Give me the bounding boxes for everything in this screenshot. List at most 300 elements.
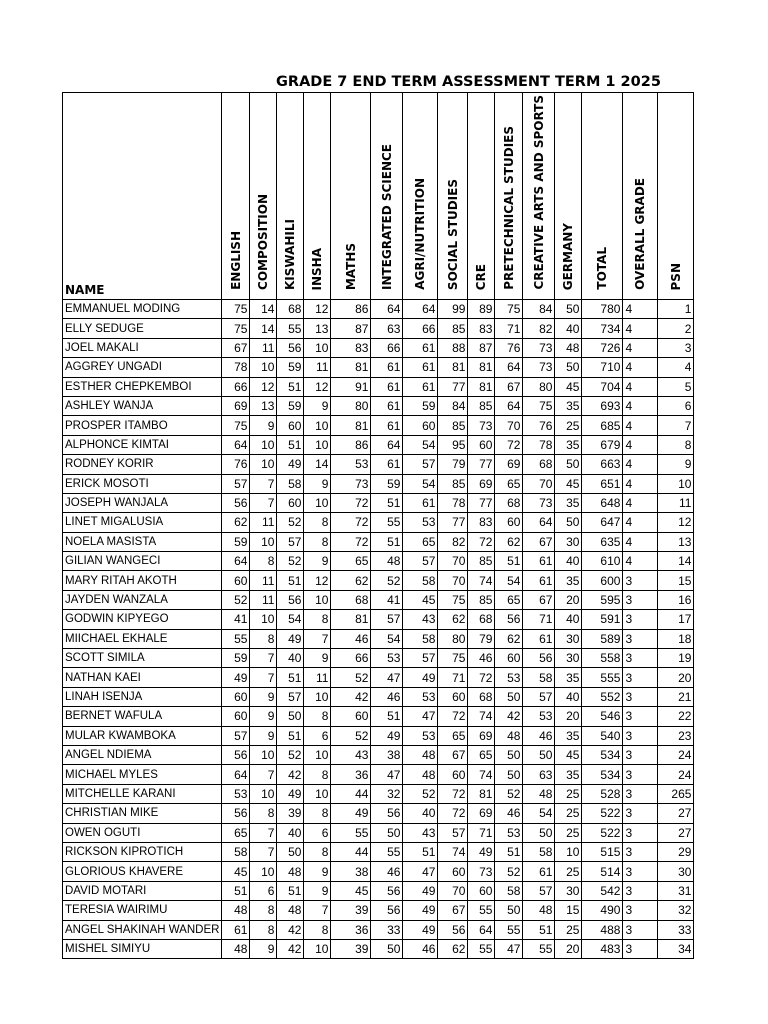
social-studies-score-cell: 81	[438, 358, 468, 377]
student-name-cell: MITCHELLE KARANI	[63, 784, 222, 803]
cre-score-cell: 60	[468, 435, 495, 454]
page-title: GRADE 7 END TERM ASSESSMENT TERM 1 2025	[276, 74, 661, 90]
cre-score-cell: 85	[468, 552, 495, 571]
agri-nutrition-score-cell: 53	[403, 726, 438, 745]
kiswahili-score-cell: 56	[277, 338, 304, 357]
overall-grade-cell: 4	[623, 513, 658, 532]
creative-arts-score-cell: 82	[523, 319, 555, 338]
creative-arts-score-cell: 56	[523, 649, 555, 668]
english-score-cell: 57	[222, 474, 250, 493]
position-cell: 16	[658, 590, 694, 609]
student-name-cell: DAVID MOTARI	[63, 881, 222, 900]
cre-score-cell: 85	[468, 396, 495, 415]
total-score-cell: 685	[582, 416, 623, 435]
overall-grade-cell: 3	[623, 590, 658, 609]
pretechnical-studies-score-cell: 46	[495, 804, 523, 823]
maths-score-cell: 44	[331, 842, 371, 861]
position-cell: 10	[658, 474, 694, 493]
table-row	[63, 358, 694, 377]
integrated-science-score-cell: 48	[371, 552, 403, 571]
social-studies-score-cell: 85	[438, 416, 468, 435]
english-score-cell: 62	[222, 513, 250, 532]
integrated-science-score-cell: 46	[371, 687, 403, 706]
overall-grade-cell: 3	[623, 881, 658, 900]
maths-score-cell: 86	[331, 300, 371, 319]
social-studies-score-cell: 82	[438, 532, 468, 551]
pretechnical-studies-score-cell: 51	[495, 552, 523, 571]
insha-score-cell: 12	[304, 300, 331, 319]
kiswahili-score-cell: 51	[277, 377, 304, 396]
agri-nutrition-score-cell: 57	[403, 649, 438, 668]
pretechnical-studies-score-cell: 76	[495, 338, 523, 357]
student-name-cell: MISHEL SIMIYU	[63, 939, 222, 958]
creative-arts-score-cell: 80	[523, 377, 555, 396]
kiswahili-score-cell: 40	[277, 649, 304, 668]
agri-nutrition-score-cell: 49	[403, 881, 438, 900]
creative-arts-score-cell: 53	[523, 707, 555, 726]
header-social-studies: SOCIAL STUDIES	[438, 93, 468, 300]
total-score-cell: 488	[582, 920, 623, 939]
germany-score-cell: 40	[555, 610, 582, 629]
cre-score-cell: 69	[468, 726, 495, 745]
position-cell: 8	[658, 435, 694, 454]
insha-score-cell: 12	[304, 377, 331, 396]
creative-arts-score-cell: 71	[523, 610, 555, 629]
header-creative-arts: CREATIVE ARTS AND SPORTS	[523, 93, 555, 300]
agri-nutrition-score-cell: 47	[403, 862, 438, 881]
germany-score-cell: 25	[555, 416, 582, 435]
table-row	[63, 493, 694, 512]
table-row	[63, 532, 694, 551]
agri-nutrition-score-cell: 66	[403, 319, 438, 338]
insha-score-cell: 6	[304, 823, 331, 842]
germany-score-cell: 50	[555, 358, 582, 377]
student-name-cell: JOEL MAKALI	[63, 338, 222, 357]
germany-score-cell: 40	[555, 552, 582, 571]
position-cell: 34	[658, 939, 694, 958]
table-row	[63, 338, 694, 357]
insha-score-cell: 10	[304, 745, 331, 764]
table-row	[63, 435, 694, 454]
pretechnical-studies-score-cell: 53	[495, 668, 523, 687]
maths-score-cell: 87	[331, 319, 371, 338]
cre-score-cell: 73	[468, 862, 495, 881]
social-studies-score-cell: 75	[438, 590, 468, 609]
composition-score-cell: 11	[250, 571, 277, 590]
kiswahili-score-cell: 59	[277, 396, 304, 415]
total-score-cell: 483	[582, 939, 623, 958]
integrated-science-score-cell: 61	[371, 416, 403, 435]
creative-arts-score-cell: 73	[523, 493, 555, 512]
pretechnical-studies-score-cell: 48	[495, 726, 523, 745]
header-psn: PSN	[658, 93, 694, 300]
total-score-cell: 555	[582, 668, 623, 687]
english-score-cell: 64	[222, 552, 250, 571]
social-studies-score-cell: 84	[438, 396, 468, 415]
total-score-cell: 595	[582, 590, 623, 609]
student-name-cell: GODWIN KIPYEGO	[63, 610, 222, 629]
germany-score-cell: 35	[555, 396, 582, 415]
composition-score-cell: 7	[250, 765, 277, 784]
germany-score-cell: 35	[555, 493, 582, 512]
composition-score-cell: 9	[250, 416, 277, 435]
insha-score-cell: 10	[304, 338, 331, 357]
maths-score-cell: 53	[331, 455, 371, 474]
position-cell: 12	[658, 513, 694, 532]
table-row	[63, 590, 694, 609]
cre-score-cell: 69	[468, 804, 495, 823]
header-name: NAME	[63, 93, 222, 300]
insha-score-cell: 10	[304, 416, 331, 435]
student-name-cell: ANGEL SHAKINAH WANDER	[63, 920, 222, 939]
total-score-cell: 600	[582, 571, 623, 590]
germany-score-cell: 15	[555, 901, 582, 920]
germany-score-cell: 20	[555, 707, 582, 726]
kiswahili-score-cell: 40	[277, 823, 304, 842]
social-studies-score-cell: 60	[438, 765, 468, 784]
agri-nutrition-score-cell: 58	[403, 571, 438, 590]
total-score-cell: 540	[582, 726, 623, 745]
germany-score-cell: 45	[555, 474, 582, 493]
creative-arts-score-cell: 57	[523, 881, 555, 900]
pretechnical-studies-score-cell: 68	[495, 493, 523, 512]
student-name-cell: AGGREY UNGADI	[63, 358, 222, 377]
kiswahili-score-cell: 42	[277, 920, 304, 939]
cre-score-cell: 64	[468, 920, 495, 939]
germany-score-cell: 25	[555, 804, 582, 823]
integrated-science-score-cell: 51	[371, 493, 403, 512]
cre-score-cell: 55	[468, 901, 495, 920]
agri-nutrition-score-cell: 49	[403, 668, 438, 687]
table-row	[63, 804, 694, 823]
composition-score-cell: 10	[250, 610, 277, 629]
social-studies-score-cell: 72	[438, 784, 468, 803]
composition-score-cell: 10	[250, 455, 277, 474]
social-studies-score-cell: 71	[438, 668, 468, 687]
insha-score-cell: 9	[304, 862, 331, 881]
insha-score-cell: 13	[304, 319, 331, 338]
kiswahili-score-cell: 39	[277, 804, 304, 823]
social-studies-score-cell: 75	[438, 649, 468, 668]
integrated-science-score-cell: 55	[371, 842, 403, 861]
agri-nutrition-score-cell: 45	[403, 590, 438, 609]
germany-score-cell: 35	[555, 571, 582, 590]
integrated-science-score-cell: 59	[371, 474, 403, 493]
header-germany: GERMANY	[555, 93, 582, 300]
kiswahili-score-cell: 51	[277, 726, 304, 745]
position-cell: 24	[658, 765, 694, 784]
header-total: TOTAL	[582, 93, 623, 300]
maths-score-cell: 80	[331, 396, 371, 415]
english-score-cell: 52	[222, 590, 250, 609]
total-score-cell: 663	[582, 455, 623, 474]
position-cell: 18	[658, 629, 694, 648]
kiswahili-score-cell: 50	[277, 842, 304, 861]
header-cre: CRE	[468, 93, 495, 300]
composition-score-cell: 8	[250, 901, 277, 920]
creative-arts-score-cell: 58	[523, 668, 555, 687]
overall-grade-cell: 3	[623, 784, 658, 803]
social-studies-score-cell: 67	[438, 901, 468, 920]
cre-score-cell: 69	[468, 474, 495, 493]
position-cell: 20	[658, 668, 694, 687]
student-name-cell: OWEN OGUTI	[63, 823, 222, 842]
pretechnical-studies-score-cell: 53	[495, 823, 523, 842]
social-studies-score-cell: 79	[438, 455, 468, 474]
overall-grade-cell: 4	[623, 358, 658, 377]
social-studies-score-cell: 60	[438, 687, 468, 706]
table-row	[63, 396, 694, 415]
student-name-cell: ELLY SEDUGE	[63, 319, 222, 338]
insha-score-cell: 8	[304, 920, 331, 939]
overall-grade-cell: 3	[623, 707, 658, 726]
maths-score-cell: 81	[331, 610, 371, 629]
maths-score-cell: 65	[331, 552, 371, 571]
position-cell: 13	[658, 532, 694, 551]
agri-nutrition-score-cell: 51	[403, 842, 438, 861]
student-name-cell: MARY RITAH AKOTH	[63, 571, 222, 590]
creative-arts-score-cell: 50	[523, 823, 555, 842]
creative-arts-score-cell: 64	[523, 513, 555, 532]
maths-score-cell: 86	[331, 435, 371, 454]
integrated-science-score-cell: 61	[371, 377, 403, 396]
header-pretechnical-studies: PRETECHNICAL STUDIES	[495, 93, 523, 300]
total-score-cell: 726	[582, 338, 623, 357]
header-insha: INSHA	[304, 93, 331, 300]
total-score-cell: 734	[582, 319, 623, 338]
overall-grade-cell: 4	[623, 396, 658, 415]
creative-arts-score-cell: 58	[523, 842, 555, 861]
pretechnical-studies-score-cell: 58	[495, 881, 523, 900]
integrated-science-score-cell: 51	[371, 532, 403, 551]
kiswahili-score-cell: 42	[277, 939, 304, 958]
overall-grade-cell: 3	[623, 668, 658, 687]
pretechnical-studies-score-cell: 55	[495, 920, 523, 939]
germany-score-cell: 35	[555, 726, 582, 745]
creative-arts-score-cell: 78	[523, 435, 555, 454]
position-cell: 15	[658, 571, 694, 590]
social-studies-score-cell: 78	[438, 493, 468, 512]
composition-score-cell: 14	[250, 300, 277, 319]
germany-score-cell: 30	[555, 532, 582, 551]
total-score-cell: 522	[582, 804, 623, 823]
germany-score-cell: 20	[555, 939, 582, 958]
position-cell: 24	[658, 745, 694, 764]
english-score-cell: 64	[222, 765, 250, 784]
social-studies-score-cell: 95	[438, 435, 468, 454]
agri-nutrition-score-cell: 46	[403, 939, 438, 958]
composition-score-cell: 11	[250, 338, 277, 357]
table-row	[63, 823, 694, 842]
creative-arts-score-cell: 61	[523, 552, 555, 571]
kiswahili-score-cell: 60	[277, 416, 304, 435]
insha-score-cell: 8	[304, 804, 331, 823]
maths-score-cell: 73	[331, 474, 371, 493]
germany-score-cell: 45	[555, 377, 582, 396]
table-row	[63, 862, 694, 881]
germany-score-cell: 35	[555, 668, 582, 687]
english-score-cell: 60	[222, 571, 250, 590]
table-row	[63, 610, 694, 629]
english-score-cell: 60	[222, 707, 250, 726]
english-score-cell: 53	[222, 784, 250, 803]
social-studies-score-cell: 70	[438, 552, 468, 571]
table-row	[63, 668, 694, 687]
position-cell: 14	[658, 552, 694, 571]
header-integrated-science: INTEGRATED SCIENCE	[371, 93, 403, 300]
total-score-cell: 558	[582, 649, 623, 668]
creative-arts-score-cell: 57	[523, 687, 555, 706]
overall-grade-cell: 4	[623, 300, 658, 319]
table-row	[63, 784, 694, 803]
kiswahili-score-cell: 58	[277, 474, 304, 493]
english-score-cell: 66	[222, 377, 250, 396]
position-cell: 9	[658, 455, 694, 474]
position-cell: 31	[658, 881, 694, 900]
cre-score-cell: 81	[468, 377, 495, 396]
overall-grade-cell: 3	[623, 862, 658, 881]
agri-nutrition-score-cell: 61	[403, 358, 438, 377]
agri-nutrition-score-cell: 59	[403, 396, 438, 415]
maths-score-cell: 62	[331, 571, 371, 590]
kiswahili-score-cell: 49	[277, 629, 304, 648]
integrated-science-score-cell: 49	[371, 726, 403, 745]
pretechnical-studies-score-cell: 54	[495, 571, 523, 590]
composition-score-cell: 8	[250, 920, 277, 939]
integrated-science-score-cell: 53	[371, 649, 403, 668]
composition-score-cell: 8	[250, 804, 277, 823]
pretechnical-studies-score-cell: 56	[495, 610, 523, 629]
total-score-cell: 635	[582, 532, 623, 551]
english-score-cell: 67	[222, 338, 250, 357]
integrated-science-score-cell: 33	[371, 920, 403, 939]
student-name-cell: ERICK MOSOTI	[63, 474, 222, 493]
kiswahili-score-cell: 50	[277, 707, 304, 726]
total-score-cell: 534	[582, 745, 623, 764]
kiswahili-score-cell: 49	[277, 455, 304, 474]
position-cell: 21	[658, 687, 694, 706]
table-row	[63, 377, 694, 396]
total-score-cell: 522	[582, 823, 623, 842]
student-name-cell: NATHAN KAEI	[63, 668, 222, 687]
agri-nutrition-score-cell: 61	[403, 338, 438, 357]
maths-score-cell: 72	[331, 493, 371, 512]
integrated-science-score-cell: 63	[371, 319, 403, 338]
header-english: ENGLISH	[222, 93, 250, 300]
cre-score-cell: 74	[468, 707, 495, 726]
creative-arts-score-cell: 61	[523, 571, 555, 590]
integrated-science-score-cell: 57	[371, 610, 403, 629]
composition-score-cell: 10	[250, 358, 277, 377]
english-score-cell: 59	[222, 532, 250, 551]
social-studies-score-cell: 77	[438, 377, 468, 396]
integrated-science-score-cell: 41	[371, 590, 403, 609]
cre-score-cell: 77	[468, 493, 495, 512]
kiswahili-score-cell: 48	[277, 901, 304, 920]
composition-score-cell: 9	[250, 687, 277, 706]
overall-grade-cell: 4	[623, 455, 658, 474]
overall-grade-cell: 3	[623, 687, 658, 706]
cre-score-cell: 89	[468, 300, 495, 319]
insha-score-cell: 8	[304, 707, 331, 726]
agri-nutrition-score-cell: 53	[403, 687, 438, 706]
kiswahili-score-cell: 51	[277, 668, 304, 687]
agri-nutrition-score-cell: 43	[403, 610, 438, 629]
position-cell: 29	[658, 842, 694, 861]
creative-arts-score-cell: 48	[523, 901, 555, 920]
maths-score-cell: 49	[331, 804, 371, 823]
english-score-cell: 69	[222, 396, 250, 415]
total-score-cell: 651	[582, 474, 623, 493]
integrated-science-score-cell: 52	[371, 571, 403, 590]
integrated-science-score-cell: 61	[371, 396, 403, 415]
pretechnical-studies-score-cell: 60	[495, 513, 523, 532]
pretechnical-studies-score-cell: 62	[495, 629, 523, 648]
kiswahili-score-cell: 60	[277, 493, 304, 512]
germany-score-cell: 40	[555, 687, 582, 706]
composition-score-cell: 7	[250, 649, 277, 668]
germany-score-cell: 30	[555, 629, 582, 648]
student-name-cell: ESTHER CHEPKEMBOI	[63, 377, 222, 396]
cre-score-cell: 49	[468, 842, 495, 861]
english-score-cell: 61	[222, 920, 250, 939]
germany-score-cell: 25	[555, 823, 582, 842]
creative-arts-score-cell: 51	[523, 920, 555, 939]
maths-score-cell: 60	[331, 707, 371, 726]
overall-grade-cell: 4	[623, 532, 658, 551]
position-cell: 1	[658, 300, 694, 319]
table-row	[63, 474, 694, 493]
insha-score-cell: 9	[304, 552, 331, 571]
header-overall-grade: OVERALL GRADE	[623, 93, 658, 300]
integrated-science-score-cell: 46	[371, 862, 403, 881]
agri-nutrition-score-cell: 61	[403, 493, 438, 512]
composition-score-cell: 10	[250, 784, 277, 803]
table-row	[63, 726, 694, 745]
student-name-cell: LINET MIGALUSIA	[63, 513, 222, 532]
insha-score-cell: 10	[304, 493, 331, 512]
english-score-cell: 76	[222, 455, 250, 474]
overall-grade-cell: 4	[623, 474, 658, 493]
english-score-cell: 64	[222, 435, 250, 454]
maths-score-cell: 42	[331, 687, 371, 706]
overall-grade-cell: 3	[623, 901, 658, 920]
english-score-cell: 65	[222, 823, 250, 842]
maths-score-cell: 68	[331, 590, 371, 609]
cre-score-cell: 87	[468, 338, 495, 357]
cre-score-cell: 60	[468, 881, 495, 900]
student-name-cell: GILIAN WANGECI	[63, 552, 222, 571]
student-name-cell: EMMANUEL MODING	[63, 300, 222, 319]
cre-score-cell: 81	[468, 358, 495, 377]
social-studies-score-cell: 72	[438, 707, 468, 726]
position-cell: 19	[658, 649, 694, 668]
cre-score-cell: 83	[468, 319, 495, 338]
composition-score-cell: 11	[250, 513, 277, 532]
student-name-cell: NOELA MASISTA	[63, 532, 222, 551]
pretechnical-studies-score-cell: 65	[495, 590, 523, 609]
germany-score-cell: 25	[555, 784, 582, 803]
english-score-cell: 75	[222, 416, 250, 435]
table-row	[63, 842, 694, 861]
creative-arts-score-cell: 84	[523, 300, 555, 319]
overall-grade-cell: 3	[623, 571, 658, 590]
student-name-cell: TERESIA WAIRIMU	[63, 901, 222, 920]
agri-nutrition-score-cell: 49	[403, 920, 438, 939]
social-studies-score-cell: 77	[438, 513, 468, 532]
creative-arts-score-cell: 67	[523, 590, 555, 609]
pretechnical-studies-score-cell: 72	[495, 435, 523, 454]
